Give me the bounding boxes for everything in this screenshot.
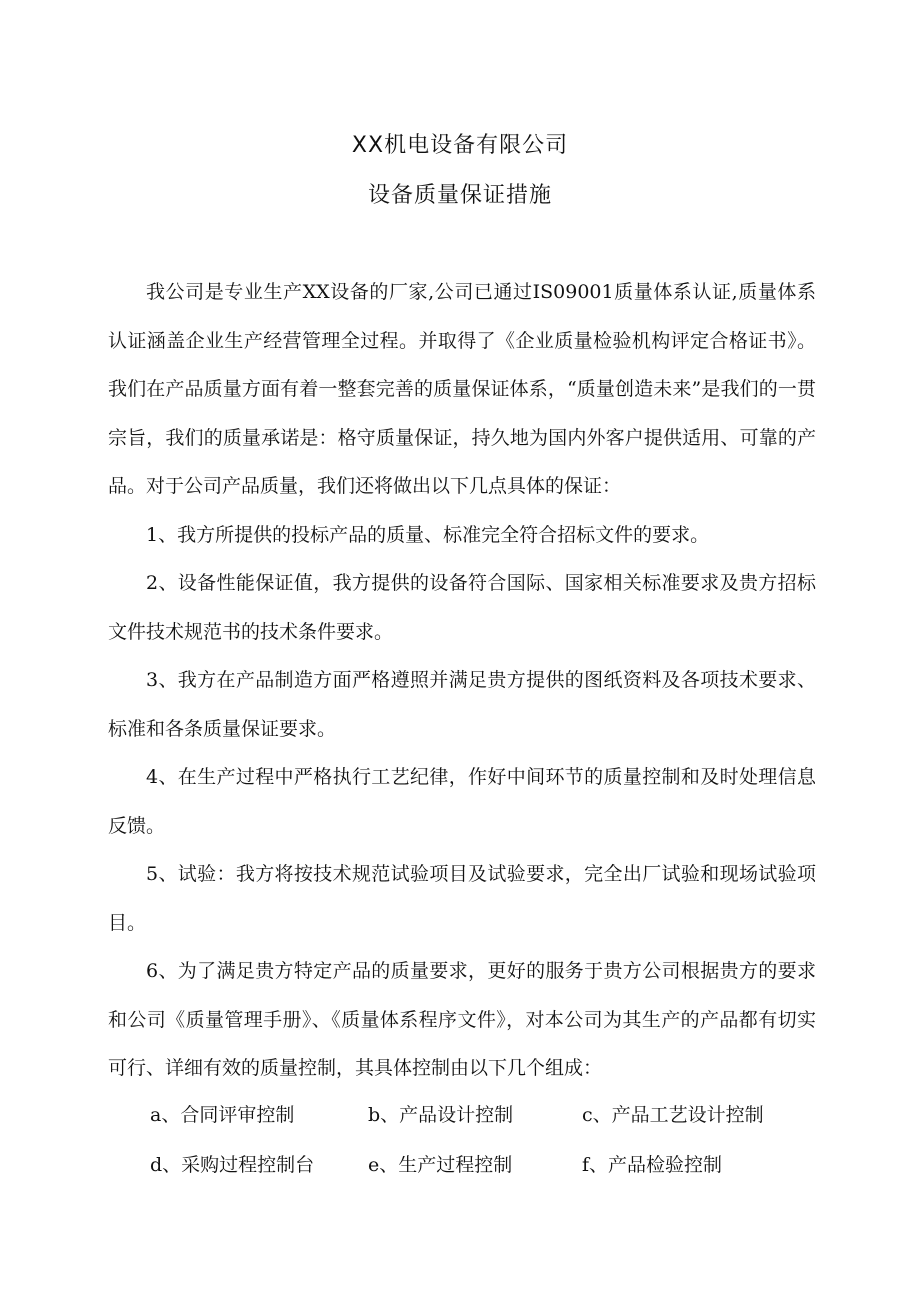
company-name: XX机电设备有限公司	[351, 133, 569, 158]
control-row	[150, 1138, 802, 1188]
control-item: e、生产过程控制	[368, 1153, 513, 1176]
control-item: c、产品工艺设计控制	[582, 1103, 764, 1126]
guarantee-item-2: 2、设备性能保证值，我方提供的设备符合国际、国家相关标准要求及贵方招标文件技术规范书的技术条件要求。	[108, 572, 816, 643]
guarantee-item-5: 5、试验：我方将按技术规范试验项目及试验要求，完全出厂试验和现场试验项目。	[108, 863, 816, 934]
control-row	[150, 1088, 802, 1138]
control-item: a、合同评审控制	[150, 1103, 295, 1126]
control-list	[150, 1088, 802, 1188]
control-item: d、采购过程控制台	[150, 1153, 315, 1176]
guarantee-item-1: 1、我方所提供的投标产品的质量、标准完全符合招标文件的要求。	[146, 523, 710, 546]
document-title: 设备质量保证措施	[367, 183, 552, 208]
guarantee-item-4: 4、在生产过程中严格执行工艺纪律，作好中间环节的质量控制和及时处理信息反馈。	[108, 766, 816, 837]
guarantee-item-6: 6、为了满足贵方特定产品的质量要求，更好的服务于贵方公司根据贵方的要求和公司《质量管理手册》、《质量体系程序文件》，对本公司为其生产的产品都有切实可行、详细有效的质量控制，其具体控制由以下几个组成：	[108, 960, 816, 1079]
intro-paragraph: 我公司是专业生产XX设备的厂家,公司已通过IS09001质量体系认证,质量体系认证涵盖企业生产经营管理全过程。并取得了《企业质量检验机构评定合格证书》。我们在产品质量方面有着一整套完善的质量保证体系，“质量创造未来”是我们的一贯宗旨，我们的质量承诺是：格守质量保证，持久地为国内外客户提供适用、可靠的产品。对于公司产品质量，我们还将做出以下几点具体的保证：	[108, 281, 816, 497]
document-body	[108, 268, 816, 1093]
guarantee-item-3: 3、我方在产品制造方面严格遵照并满足贵方提供的图纸资料及各项技术要求、标准和各条质量保证要求。	[108, 669, 816, 740]
control-item: b、产品设计控制	[368, 1103, 514, 1126]
control-item: f、产品检验控制	[582, 1153, 723, 1176]
